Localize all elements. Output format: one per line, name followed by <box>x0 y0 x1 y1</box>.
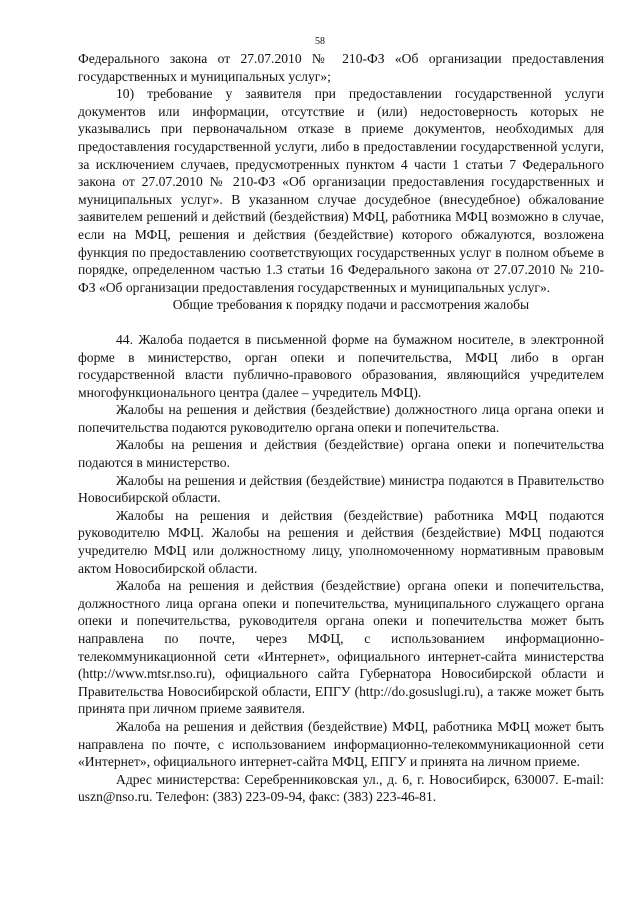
paragraph-submission-methods: Жалоба на решения и действия (бездействие) органа опеки и попечительства, должностного лица органа опеки и попечительства, муниципального служащего органа опеки и попечительства, руководителя органа опеки и попечительства может быть направлена по почте, через МФЦ, с использованием информационно-телекоммуникационной сети «Интернет», официального интернет-сайта министерства (http://www.mtsr.nso.ru), официального сайта Губернатора Новосибирской области и Правительства Новосибирской области, ЕПГУ (http://do.gosuslugi.ru), а также может быть принята при личном приеме заявителя. <box>78 578 604 717</box>
paragraph-item-10: 10) требование у заявителя при предоставлении государственной услуги документов или информации, отсутствие и (или) недостоверность которых не указывались при первоначальном отказе в приеме документов, необходимых для предоставления государственной услуги, либо в предоставлении государственной услуги, за исключением случаев, предусмотренных пунктом 4 части 1 статьи 7 Федерального закона от 27.07.2010 № 210-ФЗ «Об организации предоставления государственных и муниципальных услуг». В указанном случае досудебное (внесудебное) обжалование заявителем решений и действий (бездействия) МФЦ, работника МФЦ возможно в случае, если на МФЦ, решения и действия (бездействие) которого обжалуются, возложена функция по предоставлению соответствующих государственных услуг в полном объеме в порядке, определенном частью 1.3 статьи 16 Федерального закона от 27.07.2010 № 210-ФЗ «Об организации предоставления государственных и муниципальных услуг». <box>78 86 604 295</box>
paragraph-complaints-guardianship: Жалобы на решения и действия (бездействие) органа опеки и попечительства подаются в министерство. <box>78 437 604 471</box>
paragraph-complaints-official: Жалобы на решения и действия (бездействие) должностного лица органа опеки и попечительства подаются руководителю органа опеки и попечительства. <box>78 402 604 435</box>
paragraph-continuation: Федерального закона от 27.07.2010 № 210-ФЗ «Об организации предоставления государственных и муниципальных услуг»; <box>78 51 604 84</box>
section-heading: Общие требования к порядку подачи и рассмотрения жалобы <box>172 297 530 313</box>
page-number: 58 <box>315 36 325 47</box>
document-body <box>78 50 604 806</box>
paragraph-complaints-mfc: Жалобы на решения и действия (бездействие) работника МФЦ подаются руководителю МФЦ. Жалобы на решения и действия (бездействие) МФЦ подаются учредителю МФЦ или должностному лицу, уполномоченному нормативным правовым актом Новосибирской области. <box>78 507 604 576</box>
paragraph-44: 44. Жалоба подается в письменной форме на бумажном носителе, в электронной форме в министерство, орган опеки и попечительства, МФЦ либо в орган государственной власти публично-правового образования, являющийся учредителем многофункционального центра (далее – учредитель МФЦ). <box>78 331 604 400</box>
paragraph-mfc-submission: Жалоба на решения и действия (бездействие) МФЦ, работника МФЦ может быть направлена по почте, с использованием информационно-телекоммуникационной сети «Интернет», официального интернет-сайта МФЦ, ЕПГУ и принята на личном приеме. <box>78 718 604 770</box>
paragraph-complaints-minister: Жалобы на решения и действия (бездействие) министра подаются в Правительство Новосибирской области. <box>78 472 604 506</box>
paragraph-ministry-address: Адрес министерства: Серебренниковская ул., д. 6, г. Новосибирск, 630007. E-mail: uszn@nso.ru. Телефон: (383) 223-09-94, факс: (383) 223-46-81. <box>78 771 604 805</box>
